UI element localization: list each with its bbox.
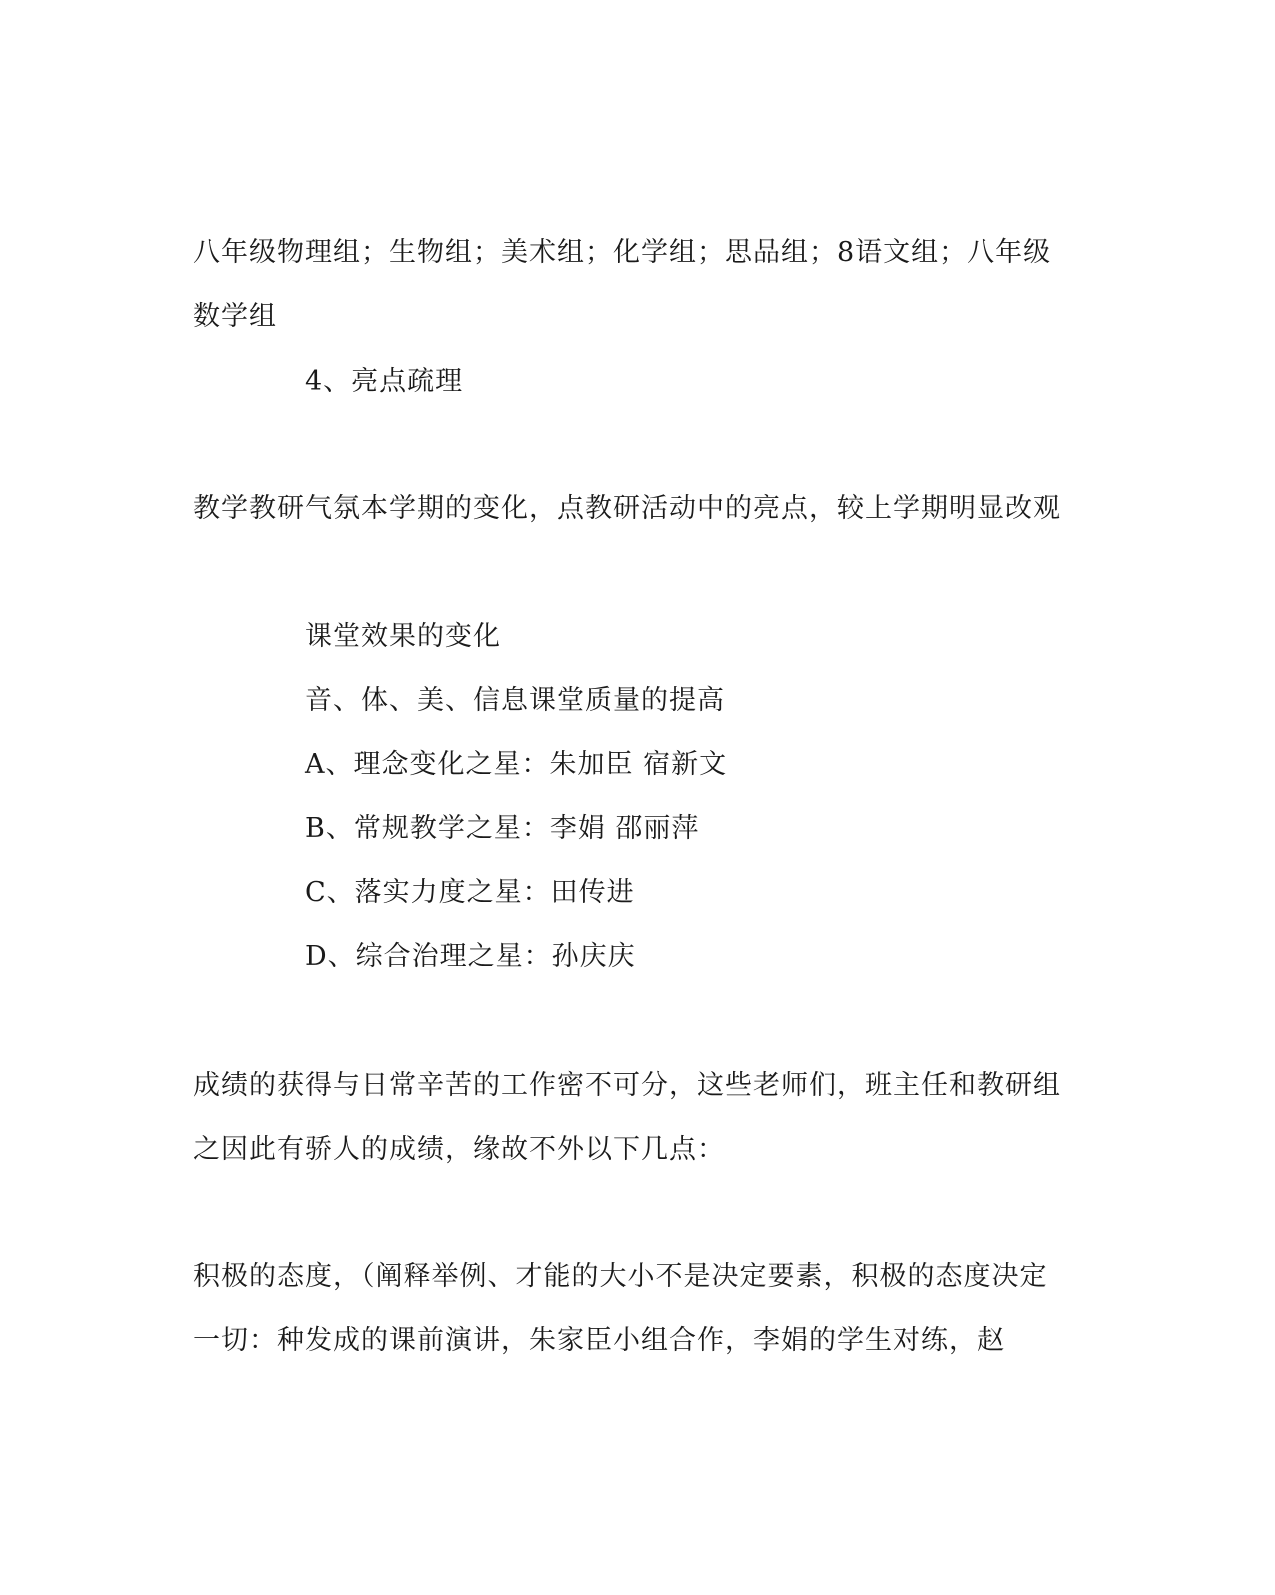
line-arts-quality: 音、体、美、信息课堂质量的提高 (305, 685, 725, 716)
list-item-star-d: D、综合治理之星：孙庆庆 (305, 941, 636, 972)
list-item-star-c: C、落实力度之星：田传进 (305, 877, 635, 908)
section-heading-highlights: 4、亮点疏理 (305, 366, 464, 397)
line-classroom-effect: 课堂效果的变化 (305, 621, 501, 652)
list-item-star-b: B、常规教学之星：李娟 邵丽萍 (305, 813, 700, 844)
paragraph-teaching-atmosphere: 教学教研气氛本学期的变化，点教研活动中的亮点，较上学期明显改观 (193, 493, 1061, 524)
paragraph-positive-attitude: 积极的态度，（阐释举例、才能的大小不是决定要素，积极的态度决定一切：种发成的课前演讲，朱家臣小组合作，李娟的学生对练，赵 (193, 1261, 1048, 1356)
paragraph-results-reasons: 成绩的获得与日常辛苦的工作密不可分，这些老师们，班主任和教研组之因此有骄人的成绩，缘故不外以下几点： (193, 1070, 1061, 1165)
paragraph-teaching-groups: 八年级物理组；生物组；美术组；化学组；思品组；8语文组；八年级数学组 (193, 237, 1052, 332)
list-item-star-a: A、理念变化之星：朱加臣 宿新文 (305, 749, 728, 780)
